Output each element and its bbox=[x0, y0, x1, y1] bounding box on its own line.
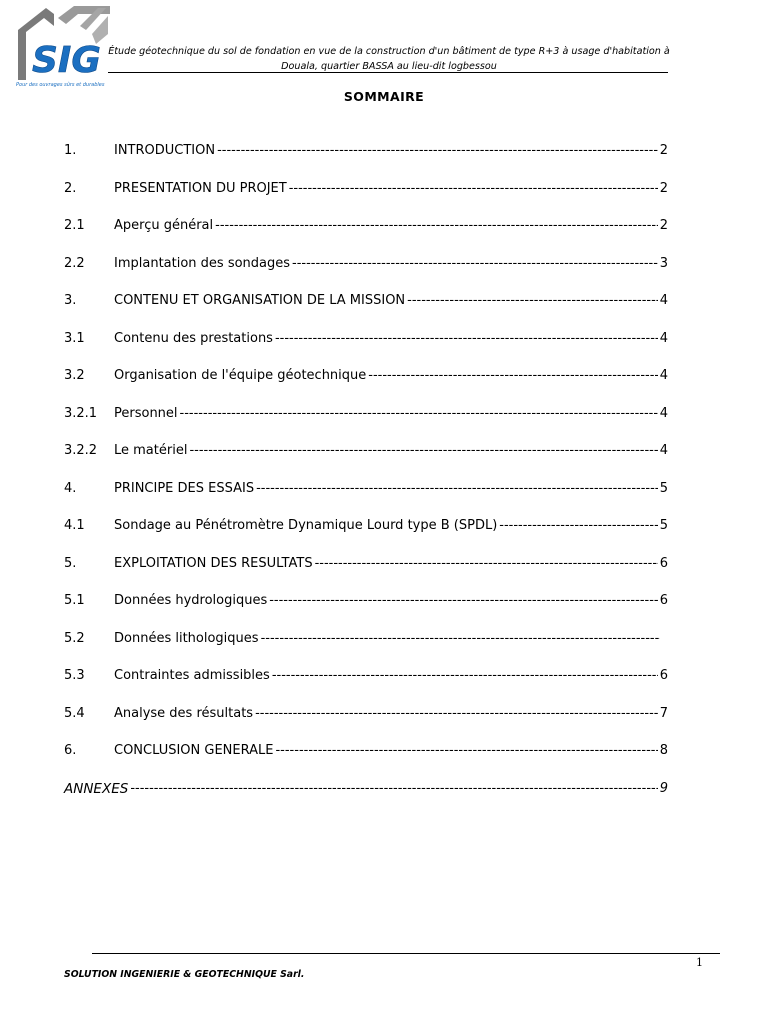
toc-leader bbox=[289, 179, 658, 199]
toc-label: Données hydrologiques bbox=[114, 593, 268, 608]
toc-leader bbox=[180, 404, 658, 424]
toc-label: Sondage au Pénétromètre Dynamique Lourd type B (SPDL) bbox=[114, 518, 498, 533]
toc-entry[interactable] bbox=[64, 704, 668, 742]
toc-number: 5.4 bbox=[64, 705, 85, 721]
footer-divider bbox=[92, 953, 720, 954]
company-logo bbox=[14, 4, 110, 90]
toc-leader bbox=[275, 329, 658, 349]
footer-company: SOLUTION INGENIERIE & GEOTECHNIQUE Sarl. bbox=[64, 969, 305, 980]
toc-label: Contraintes admissibles bbox=[114, 668, 270, 683]
toc-leader bbox=[272, 666, 658, 686]
toc-page: 5 bbox=[659, 518, 668, 533]
toc-number: 2.2 bbox=[64, 255, 85, 271]
toc-entry[interactable] bbox=[64, 141, 668, 179]
toc-entry[interactable] bbox=[64, 254, 668, 292]
toc-number: 2. bbox=[64, 180, 77, 196]
toc-leader bbox=[130, 779, 657, 799]
toc-entry[interactable] bbox=[64, 479, 668, 517]
toc-label: Analyse des résultats bbox=[114, 705, 254, 721]
toc-label: CONTENU ET ORGANISATION DE LA MISSION bbox=[114, 293, 406, 308]
toc-page: 6 bbox=[659, 555, 668, 571]
toc-number: 3.1 bbox=[64, 330, 85, 346]
toc-leader bbox=[407, 291, 658, 311]
toc-label: Organisation de l'équipe géotechnique bbox=[114, 368, 367, 383]
toc-entry[interactable] bbox=[64, 554, 668, 592]
toc-entry[interactable] bbox=[64, 741, 668, 779]
toc-page: 4 bbox=[659, 443, 668, 458]
toc-page: 6 bbox=[659, 668, 668, 683]
toc-label: CONCLUSION GENERALE bbox=[114, 743, 274, 758]
toc-leader bbox=[189, 441, 657, 461]
toc-entry[interactable] bbox=[64, 216, 668, 254]
page-number: 1 bbox=[696, 956, 703, 969]
toc-label: Données lithologiques bbox=[114, 630, 259, 646]
svg-text:SIG: SIG bbox=[32, 40, 101, 81]
toc-entry[interactable] bbox=[64, 404, 668, 442]
toc-label: PRESENTATION DU PROJET bbox=[114, 180, 287, 196]
sig-logo-icon bbox=[14, 4, 110, 90]
toc-entry[interactable] bbox=[64, 329, 668, 367]
toc-label: Contenu des prestations bbox=[114, 330, 273, 346]
toc-page: 9 bbox=[659, 780, 668, 796]
toc-leader bbox=[215, 216, 658, 236]
toc-number: 3. bbox=[64, 293, 77, 308]
toc-page: 2 bbox=[659, 218, 668, 233]
toc-page: 8 bbox=[659, 743, 668, 758]
document-header bbox=[108, 44, 670, 74]
toc-entry[interactable] bbox=[64, 441, 668, 479]
header-divider bbox=[108, 72, 668, 73]
toc-page: 5 bbox=[659, 480, 668, 496]
toc-leader bbox=[275, 741, 657, 761]
toc-number: 3.2 bbox=[64, 368, 85, 383]
toc-entry[interactable] bbox=[64, 366, 668, 404]
toc-number: 5.1 bbox=[64, 593, 85, 608]
toc-label: EXPLOITATION DES RESULTATS bbox=[114, 555, 313, 571]
toc-page: 4 bbox=[659, 293, 668, 308]
toc-label: PRINCIPE DES ESSAIS bbox=[114, 480, 255, 496]
toc-number: 5. bbox=[64, 555, 77, 571]
toc-page: 7 bbox=[659, 705, 668, 721]
toc-page: 2 bbox=[659, 180, 668, 196]
toc-number: 4.1 bbox=[64, 518, 85, 533]
toc-leader bbox=[255, 704, 658, 724]
toc-label: Aperçu général bbox=[114, 218, 214, 233]
toc-leader bbox=[315, 554, 658, 574]
toc-page: 4 bbox=[659, 405, 668, 421]
header-line-1: Étude géotechnique du sol de fondation en vue de la construction d'un bâtiment de type R+3 à usage d'habitation à bbox=[108, 46, 670, 57]
toc-number: 3.2.2 bbox=[64, 443, 98, 458]
toc-label: ANNEXES bbox=[64, 780, 129, 797]
toc-entry[interactable] bbox=[64, 516, 668, 554]
toc-number: 2.1 bbox=[64, 218, 85, 233]
table-of-contents bbox=[64, 141, 668, 816]
toc-page: 4 bbox=[659, 368, 668, 383]
toc-entry[interactable] bbox=[64, 629, 668, 667]
toc-entry[interactable] bbox=[64, 666, 668, 704]
toc-leader bbox=[292, 254, 658, 274]
toc-page: 4 bbox=[659, 330, 668, 346]
toc-entry[interactable] bbox=[64, 179, 668, 217]
toc-page: 6 bbox=[659, 593, 668, 608]
toc-leader bbox=[269, 591, 657, 611]
toc-leader bbox=[261, 629, 660, 649]
toc-number: 4. bbox=[64, 480, 77, 496]
toc-entry[interactable] bbox=[64, 591, 668, 629]
toc-leader bbox=[256, 479, 658, 499]
toc-label: Le matériel bbox=[114, 443, 188, 458]
toc-label: INTRODUCTION bbox=[114, 143, 216, 158]
toc-entry-annexes[interactable] bbox=[64, 779, 668, 817]
toc-label: Implantation des sondages bbox=[114, 255, 291, 271]
toc-number: 5.3 bbox=[64, 668, 85, 683]
header-line-2: Douala, quartier BASSA au lieu-dit logbessou bbox=[281, 61, 497, 72]
toc-leader bbox=[217, 141, 658, 161]
toc-entry[interactable] bbox=[64, 291, 668, 329]
svg-text:Pour des ouvrages sûrs et dura: Pour des ouvrages sûrs et durables bbox=[16, 82, 105, 88]
toc-label: Personnel bbox=[114, 405, 178, 421]
toc-leader bbox=[499, 516, 657, 536]
toc-leader bbox=[368, 366, 657, 386]
toc-number: 6. bbox=[64, 743, 77, 758]
toc-number: 5.2 bbox=[64, 630, 85, 646]
toc-number: 1. bbox=[64, 143, 77, 158]
toc-number: 3.2.1 bbox=[64, 405, 98, 421]
toc-page: 2 bbox=[659, 143, 668, 158]
page-title: SOMMAIRE bbox=[343, 89, 425, 104]
toc-page: 3 bbox=[659, 255, 668, 271]
